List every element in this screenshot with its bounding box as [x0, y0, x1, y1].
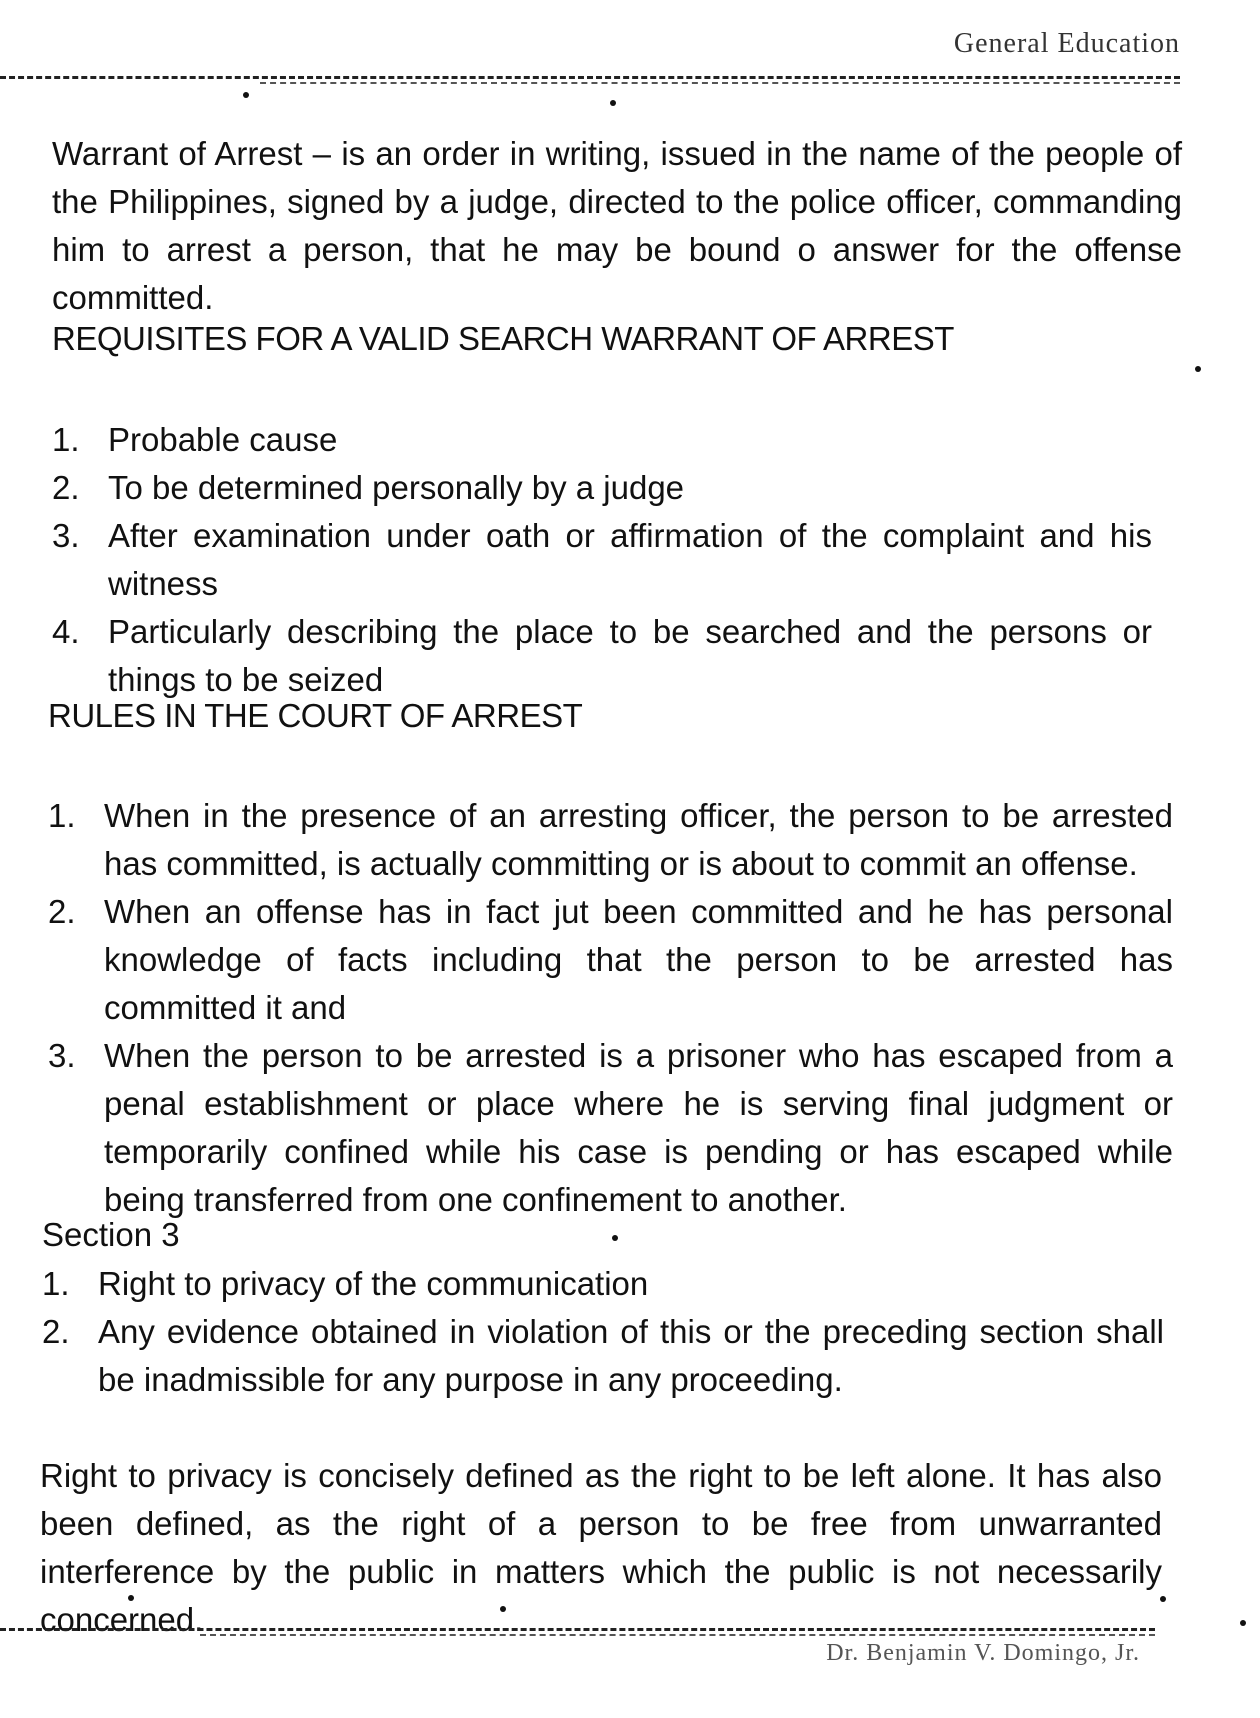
footer-signature: Dr. Benjamin V. Domingo, Jr. — [826, 1640, 1140, 1666]
list-item — [42, 1260, 1164, 1308]
list-text: Probable cause — [108, 421, 338, 458]
list-number: 3. — [52, 517, 80, 554]
list-item — [48, 1032, 1173, 1224]
scan-speck — [610, 100, 616, 106]
scan-speck — [500, 1606, 506, 1612]
list-text: Particularly describing the place to be searched and the persons or things to be seized — [108, 613, 1152, 698]
list-text: After examination under oath or affirmation of the complaint and his witness — [108, 517, 1152, 602]
footer-rule — [0, 1628, 1155, 1631]
scan-speck — [1240, 1620, 1246, 1626]
header-rule — [0, 76, 1180, 79]
list-item — [52, 416, 1152, 464]
header-rule-secondary — [260, 82, 1180, 84]
list-item — [42, 1308, 1164, 1404]
scan-speck — [612, 1235, 618, 1241]
list-number: 1. — [48, 797, 76, 834]
requisites-list — [52, 416, 1152, 704]
list-item — [48, 792, 1173, 888]
list-number: 1. — [52, 421, 80, 458]
section-3-label: Section 3 — [42, 1216, 180, 1253]
rules-heading: RULES IN THE COURT OF ARREST — [48, 697, 583, 734]
list-number: 2. — [52, 469, 80, 506]
list-number: 2. — [42, 1313, 70, 1350]
section-3-list — [42, 1260, 1164, 1404]
footer-rule-secondary — [200, 1634, 1155, 1636]
list-text: When the person to be arrested is a prisoner who has escaped from a penal establishment or place where he is serving final judgment or temporarily confined while his case is pending or has escaped while being transferred from one confinement to another. — [104, 1037, 1173, 1218]
list-text: To be determined personally by a judge — [108, 469, 685, 506]
list-number: 2. — [48, 893, 76, 930]
list-number: 3. — [48, 1037, 76, 1074]
list-text: When an offense has in fact jut been committed and he has personal knowledge of facts including that the person to be arrested has committed it and — [104, 893, 1173, 1026]
privacy-definition: Right to privacy is concisely defined as the right to be left alone. It has also been defined, as the right of a person to be free from unwarranted interference by the public in matters which the public is not necessarily concerned. — [40, 1457, 1162, 1638]
list-number: 4. — [52, 613, 80, 650]
scan-speck — [128, 1595, 134, 1601]
list-number: 1. — [42, 1265, 70, 1302]
rules-list — [48, 792, 1173, 1224]
warrant-definition: Warrant of Arrest – is an order in writing, issued in the name of the people of the Philippines, signed by a judge, directed to the police officer, commanding him to arrest a person, that he may be bound o answer for the offense committed. — [52, 135, 1182, 316]
list-item — [48, 888, 1173, 1032]
header-title: General Education — [953, 28, 1180, 59]
scan-speck — [1195, 366, 1201, 372]
list-text: When in the presence of an arresting officer, the person to be arrested has committed, is actually committing or is about to commit an offense. — [104, 797, 1173, 882]
list-text: Any evidence obtained in violation of this or the preceding section shall be inadmissible for any purpose in any proceeding. — [98, 1313, 1164, 1398]
list-item — [52, 608, 1152, 704]
list-item — [52, 464, 1152, 512]
scan-speck — [243, 92, 249, 98]
list-text: Right to privacy of the communication — [98, 1265, 649, 1302]
scan-speck — [1160, 1596, 1166, 1602]
requisites-heading: REQUISITES FOR A VALID SEARCH WARRANT OF ARREST — [52, 320, 954, 357]
list-item — [52, 512, 1152, 608]
